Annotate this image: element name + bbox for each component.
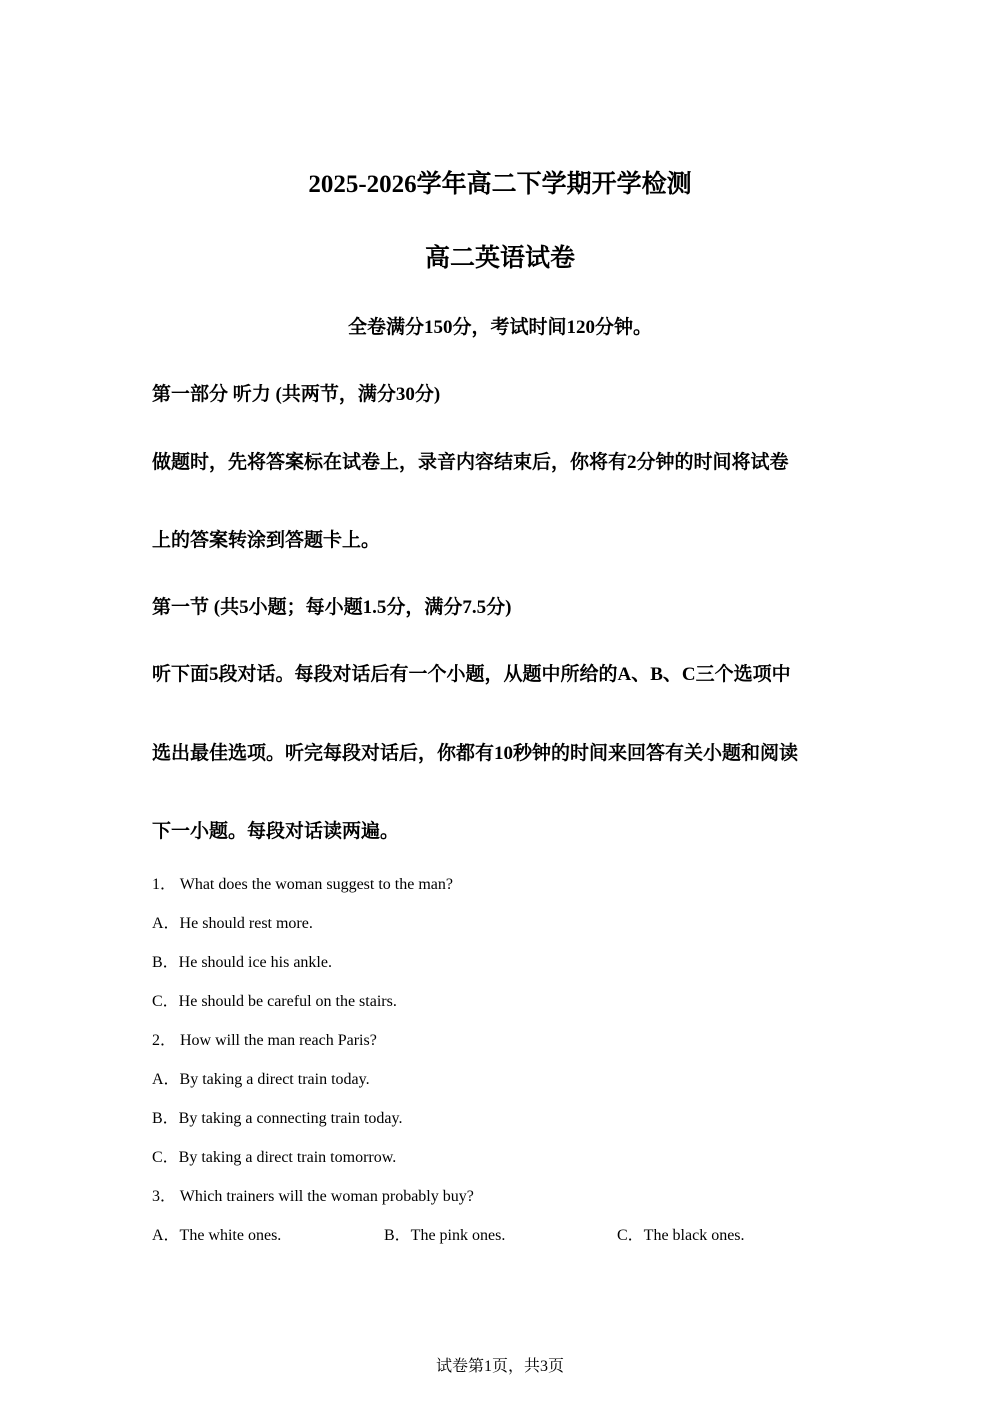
section1-instruction-line: 下一小题。每段对话读两遍。 xyxy=(152,821,400,842)
exam-title: 2025-2026学年高二下学期开学检测 xyxy=(308,171,692,198)
question-option: A．By taking a direct train today. xyxy=(152,1071,370,1088)
part1-instruction-line: 做题时，先将答案标在试卷上，录音内容结束后，你将有2分钟的时间将试卷 xyxy=(152,452,789,473)
question-option: C．By taking a direct train tomorrow. xyxy=(152,1149,397,1166)
question-option: C．He should be careful on the stairs. xyxy=(152,993,397,1010)
section1-instruction-line: 选出最佳选项。听完每段对话后，你都有10秒钟的时间来回答有关小题和阅读 xyxy=(152,743,799,764)
section1-instruction-line: 听下面5段对话。每段对话后有一个小题，从题中所给的A、B、C三个选项中 xyxy=(152,664,791,685)
section1-heading: 第一节 (共5小题；每小题1.5分，满分7.5分) xyxy=(152,597,512,618)
exam-note: 全卷满分150分，考试时间120分钟。 xyxy=(347,317,652,338)
question-option: B．By taking a connecting train today. xyxy=(152,1110,403,1127)
question-option: B．He should ice his ankle. xyxy=(152,954,332,971)
question-option: A．The white ones. xyxy=(152,1227,282,1244)
page-number: 试卷第1页，共3页 xyxy=(435,1358,564,1375)
question-stem: 2． How will the man reach Paris? xyxy=(152,1032,377,1049)
question-option: C．The black ones. xyxy=(617,1227,745,1244)
question-option: A．He should rest more. xyxy=(152,915,313,932)
exam-subtitle: 高二英语试卷 xyxy=(424,245,575,272)
part1-heading: 第一部分 听力 (共两节，满分30分) xyxy=(152,384,441,405)
part1-instruction-line: 上的答案转涂到答题卡上。 xyxy=(152,530,381,551)
question-stem: 3． Which trainers will the woman probably buy? xyxy=(152,1188,474,1205)
question-option: B．The pink ones. xyxy=(384,1227,506,1244)
question-stem: 1． What does the woman suggest to the man? xyxy=(152,876,453,893)
